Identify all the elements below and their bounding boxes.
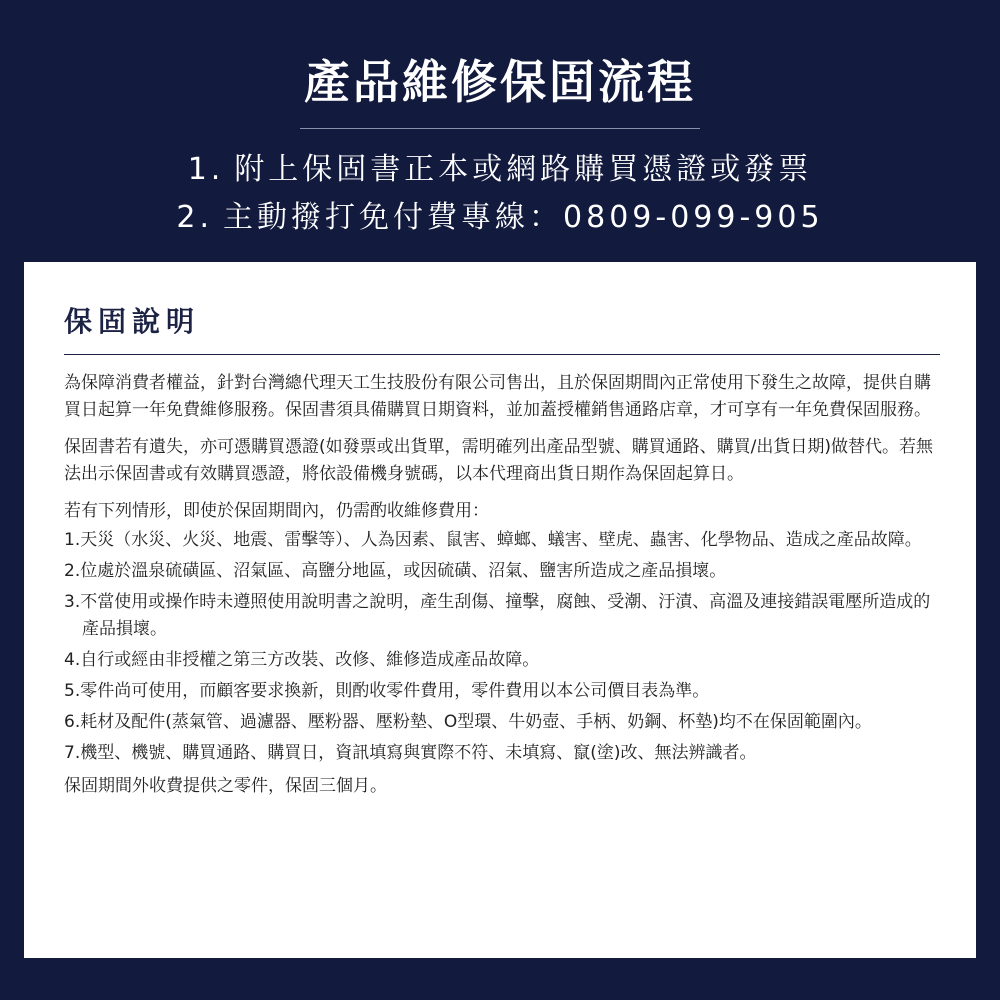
step-text: 附上保固書正本或網路購買憑證或發票 — [234, 152, 813, 187]
title-divider — [300, 128, 700, 129]
paragraph-intro: 為保障消費者權益，針對台灣總代理天工生技股份有限公司售出，且於保固期間內正常使用下發生之故障，提供自購買日起算一年免費維修服務。保固書須具備購買日期資料，並加蓋授權銷售通路店章，才可享有一年免費保固服務。 — [64, 373, 931, 420]
list-item: 5.零件尚可使用，而顧客要求換新，則酌收零件費用，零件費用以本公司價目表為準。 — [64, 681, 710, 701]
list-item: 1.天災（水災、火災、地震、雷擊等）、人為因素、鼠害、蟑螂、蟻害、壁虎、蟲害、化學物品、造成之產品故障。 — [64, 530, 922, 550]
step-number: 2. — [176, 200, 214, 235]
card-body — [64, 370, 944, 810]
card-heading: 保固說明 — [64, 305, 201, 338]
footer-note: 保固期間外收費提供之零件，保固三個月。 — [64, 776, 387, 796]
step-text: 主動撥打免付費專線：0809-099-905 — [223, 200, 824, 235]
step-2 — [0, 194, 1000, 242]
list-item: 2.位處於溫泉硫磺區、沼氣區、高鹽分地區，或因硫磺、沼氣、鹽害所造成之產品損壞。 — [64, 561, 727, 581]
card-divider — [64, 354, 940, 355]
list-item: 3.不當使用或操作時未遵照使用說明書之說明，產生刮傷、撞擊，腐蝕、受潮、汙漬、高溫及連接錯誤電壓所造成的產品損壞。 — [64, 592, 931, 639]
step-1 — [0, 146, 1000, 194]
warranty-card — [24, 262, 976, 958]
exclusion-list — [64, 527, 944, 767]
step-number: 1. — [187, 152, 225, 187]
paragraph-conditions-intro: 若有下列情形，即使於保固期間內，仍需酌收維修費用： — [64, 501, 489, 521]
list-item: 4.自行或經由非授權之第三方改裝、改修、維修造成產品故障。 — [64, 650, 540, 670]
paragraph-lost-certificate: 保固書若有遺失，亦可憑購買憑證(如發票或出貨單，需明確列出產品型號、購買通路、購買/出貨日期)做替代。若無法出示保固書或有效購買憑證，將依設備機身號碼，以本代理商出貨日期作為保固起算日。 — [64, 437, 933, 484]
process-steps — [0, 146, 1000, 242]
list-item: 7.機型、機號、購買通路、購買日，資訊填寫與實際不符、未填寫、竄(塗)改、無法辨識者。 — [64, 743, 757, 763]
list-item: 6.耗材及配件(蒸氣管、過濾器、壓粉器、壓粉墊、O型環、牛奶壺、手柄、奶鋼、杯墊)均不在保固範圍內。 — [64, 712, 872, 732]
page-title: 產品維修保固流程 — [304, 55, 696, 109]
